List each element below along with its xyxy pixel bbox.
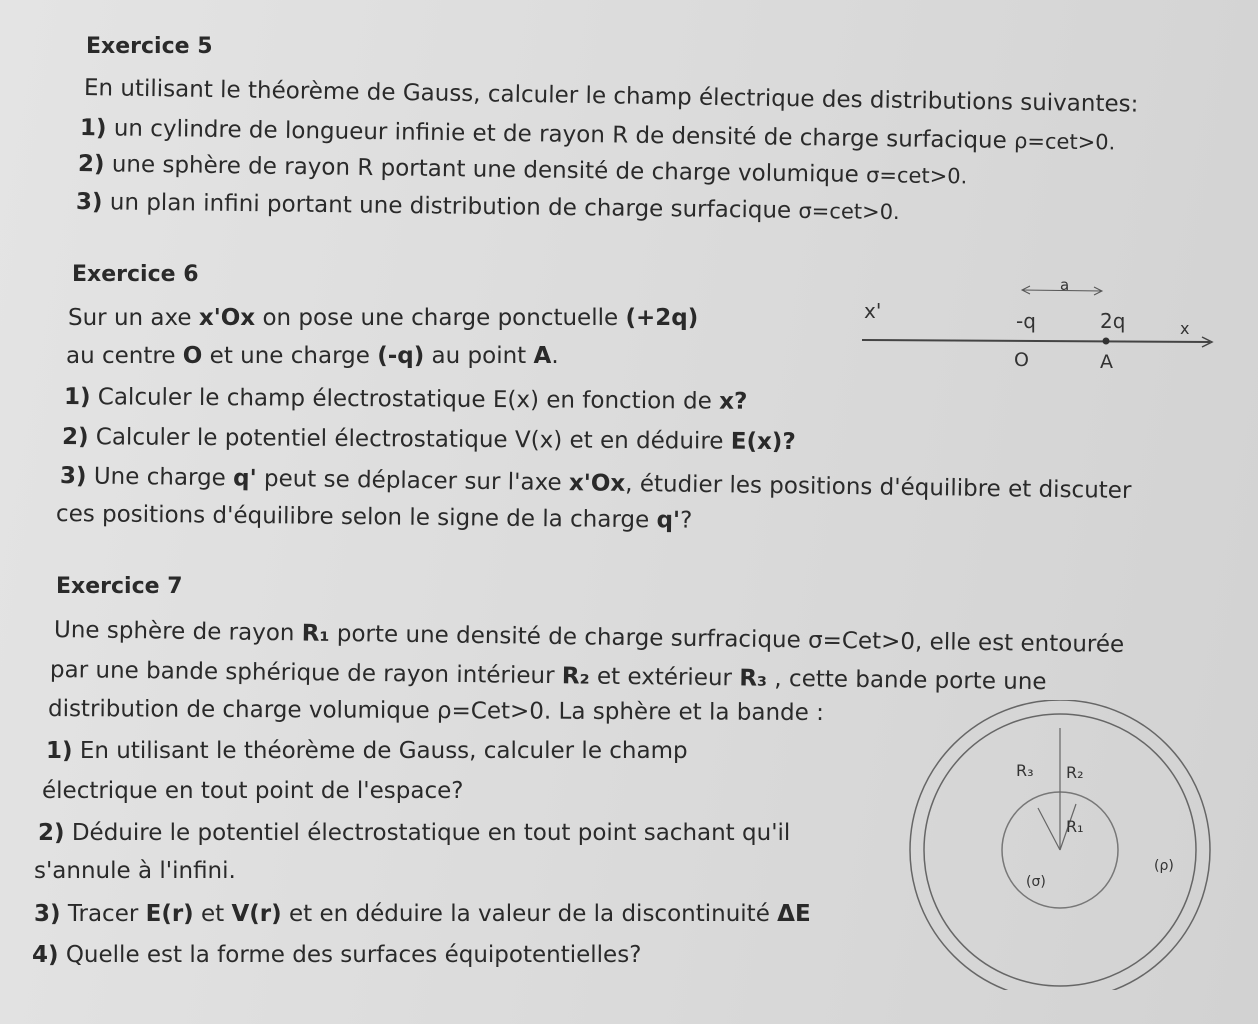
radius-symbol: R₃ [739,665,768,692]
text: et une charge [202,343,378,369]
question-text: un cylindre de longueur infinie et de rayon R de densité de charge surfacique [106,115,1015,155]
question-number: 3) [75,189,103,216]
axis-line [862,340,1210,342]
text: au point [424,343,534,369]
charge: q' [232,465,257,492]
exercise-7-question-1-cont: électrique en tout point de l'espace? [42,778,464,804]
text: au centre [66,343,183,369]
exercise-7-question-4 [32,941,641,969]
question-number: 2) [38,820,65,846]
question-number: 2) [61,424,89,451]
exercise-6-line-2 [66,342,559,370]
axis-name: x'Ox [198,305,256,331]
question-text: peut se déplacer sur l'axe [256,465,570,497]
label-r1: R₁ [1066,817,1084,836]
exercise-6-question-1 [64,383,748,416]
exercise-5-question-2 [78,150,968,190]
question-text: Tracer [60,901,146,927]
question-text: Calculer le champ électrostatique E(x) en fonction de [90,384,720,415]
question-text: Calculer le potentiel électrostatique V(x) et en déduire [88,424,731,455]
label-sigma: (σ) [1026,874,1046,890]
text: et extérieur [589,663,740,692]
axis-left-label: x' [864,299,882,323]
exercise-5-title: Exercice 5 [86,34,213,59]
exercise-7-question-3 [34,900,811,928]
point-name: A [533,343,552,369]
question-text: une sphère de rayon R portant une densité de charge volumique [104,151,867,189]
question-number: 1) [46,738,73,764]
question-number: 4) [32,942,59,968]
question-text: et en déduire la valeur de la discontinuité [281,901,778,927]
formula: ρ=cet>0. [1013,129,1116,155]
exercise-7-question-1 [46,737,688,765]
exercise-6-line-1 [68,304,698,332]
exercise-5-question-1 [80,114,1116,156]
point-o-label: O [1014,349,1029,371]
exercise-7-question-2 [38,819,790,847]
symbol: ΔE [777,901,811,927]
exercise-6-title: Exercice 6 [72,262,199,287]
text: porte une densité de charge surfracique σ=Cet>0, elle est entourée [329,620,1125,658]
question-number: 3) [34,901,61,927]
question-text: un plan infini portant une distribution de charge surfacique [102,189,799,224]
question-text: En utilisant le théorème de Gauss, calculer le champ [72,738,688,764]
charge: (+2q) [625,305,699,331]
axis-figure [850,270,1230,380]
point-a-marker [1103,338,1110,345]
variable: x? [719,388,748,415]
point-name: O [182,343,203,369]
exercise-6-question-3-cont [56,500,693,535]
question-text: ces positions d'équilibre selon le signe de la charge [55,501,657,534]
text: on pose une charge ponctuelle [255,305,626,331]
question-text: Quelle est la forme des surfaces équipotentielles? [58,942,642,968]
text: Une sphère de rayon [53,617,302,647]
exercise-7-line-3: distribution de charge volumique ρ=Cet>0. La sphère et la bande : [47,696,824,727]
spheres-figure [900,700,1250,990]
axis-name: x'Ox [568,470,626,497]
exercise-7-title: Exercice 7 [56,574,183,599]
radius-symbol: R₂ [561,663,590,690]
question-number: 1) [63,384,91,411]
function: E(r) [145,901,194,927]
question-text: Déduire le potentiel électrostatique en tout point sachant qu'il [64,820,791,846]
question-number: 3) [59,463,87,490]
charge: q' [656,507,681,534]
label-rho: (ρ) [1154,858,1174,874]
label-r2: R₂ [1066,763,1084,782]
question-text: , étudier les positions d'équilibre et discuter [624,470,1132,504]
function: V(r) [231,901,282,927]
label-r3: R₃ [1016,761,1034,780]
question-text: et [193,901,232,927]
question-number: 1) [79,115,107,142]
exercise-7-line-2 [50,656,1047,696]
charge: (-q) [377,343,425,369]
variable: E(x)? [730,428,796,456]
radius-line [1038,808,1060,850]
charge-at-a: 2q [1100,309,1126,333]
formula: σ=cet>0. [798,198,900,225]
exercise-6-question-2 [62,423,796,456]
radius-symbol: R₁ [301,620,330,647]
exercise-5-question-3 [76,188,900,226]
exercise-7-line-1 [54,616,1125,659]
text: Sur un axe [68,305,199,331]
axis-right-label: x [1180,319,1190,338]
question-text: ? [679,507,693,534]
text: . [551,343,559,369]
exercise-7-question-2-cont: s'annule à l'infini. [34,858,236,884]
text: par une bande sphérique de rayon intérieur [49,657,562,690]
distance-label: a [1060,276,1070,294]
text: , cette bande porte une [766,665,1047,696]
charge-at-o: -q [1016,309,1036,333]
formula: σ=cet>0. [865,163,968,189]
question-text: Une charge [86,463,234,492]
point-a-label: A [1100,351,1113,373]
exercise-5-intro: En utilisant le théorème de Gauss, calculer le champ électrique des distributions suivantes: [83,75,1139,118]
exercise-6-question-3 [60,462,1132,505]
question-number: 2) [77,151,105,178]
